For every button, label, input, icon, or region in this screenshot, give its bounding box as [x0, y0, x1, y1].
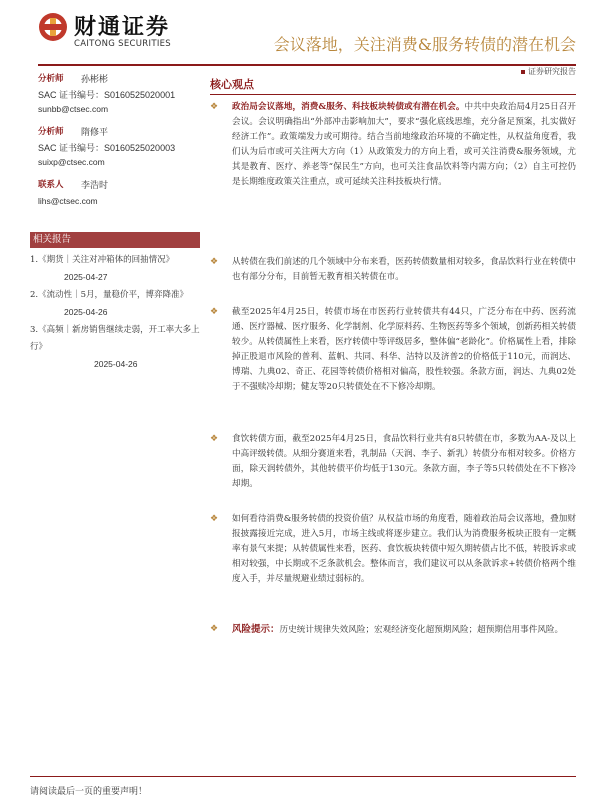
analyst-role: 分析师: [38, 127, 64, 137]
footer-divider: [30, 776, 576, 777]
paragraph-text: 从转债在我们前述的几个领域中分布来看，医药转债数量相对较多，食品饮料行业在转债中也有部分分布，目前暂无教育相关转债在市。: [232, 257, 576, 282]
diamond-bullet-icon: ❖: [210, 624, 219, 634]
diamond-bullet-icon: ❖: [210, 434, 219, 444]
header-divider: [38, 64, 576, 66]
logo-english-name: CAITONG SECURITIES: [74, 39, 171, 49]
related-report-date: 2025-04-26: [64, 307, 108, 317]
analyst-email[interactable]: sunbb@ctsec.com: [38, 104, 109, 114]
report-type-text: 证券研究报告: [528, 67, 576, 76]
analyst-entry: [38, 72, 200, 114]
contact-email[interactable]: lihs@ctsec.com: [38, 196, 98, 206]
caitong-logo-icon: [38, 12, 68, 42]
square-bullet-icon: [521, 70, 525, 74]
core-views-divider: [210, 94, 576, 95]
diamond-bullet-icon: ❖: [210, 514, 219, 524]
core-paragraph: [212, 432, 576, 492]
footer-disclaimer: 请阅读最后一页的重要声明！: [30, 787, 148, 797]
core-views-section: [210, 76, 576, 92]
risk-label: 风险提示：: [232, 624, 280, 635]
analyst-entry: [38, 125, 200, 167]
related-report-title: 1.《期货｜关注对冲箱体的回抽情况》: [30, 255, 175, 265]
contact-entry: [38, 178, 200, 206]
paragraph-text: 中共中央政治局4月25日召开会议。会议明确指出“外部冲击影响加大”，要求“强化底线思维，充分备足预案，扎实做好经济工作”。政策端发力或可期待。结合当前地缘政治环境的不确定性，从权益角度看，我们认为后市或可关注两大方向（1）从政策发力的方向上看，或可关注消费&服务领域，尤其是教育、医疗、养老等“保民生”方向，也可关注食品饮料等内需方向；（2）自主可控仍是长期维度政策关注重点，或可延续关注科技板块行情。: [232, 102, 577, 187]
logo-chinese-name: 财通证券: [74, 15, 171, 40]
core-paragraph: [212, 305, 576, 395]
contact-name: 李浩时: [81, 181, 109, 191]
related-reports-list: [30, 252, 202, 374]
analyst-name: 隋修平: [81, 128, 109, 138]
analyst-name: 孙彬彬: [81, 75, 109, 85]
core-paragraph: [212, 100, 576, 190]
core-paragraph: [212, 255, 576, 285]
core-paragraph: [212, 512, 576, 587]
paragraph-text: 如何看待消费&服务转债的投资价值？从权益市场的角度看，随着政治局会议落地，叠加财报披露接近完成，进入5月，市场主线或将逐步建立。我们认为消费服务板块正股有一定概率有景气来提；从转债属性来看，医药、食饮板块转债中短久期转债占比不低，转股诉求或相对较强，中长期或不乏条款机会。整体而言，我们建议可以从条款诉求+转债价格两个维度入手，并尽量规避业绩过弱标的。: [232, 514, 576, 584]
paragraph-text: 食饮转债方面，截至2025年4月25日，食品饮料行业共有8只转债在市，多数为AA-及以上中高评级转债。从细分赛道来看，乳制品（天润、李子、新乳）转债分布相对较多。价格方面，除天润转债外，其他转债平价均低于130元。条款方面，李子等5只转债处在不下修冷却期。: [232, 434, 576, 489]
related-report-date: 2025-04-27: [64, 272, 108, 282]
diamond-bullet-icon: ❖: [210, 257, 219, 267]
caitong-logo: [38, 10, 178, 60]
contact-role: 联系人: [38, 180, 64, 190]
related-report-item[interactable]: [30, 252, 202, 287]
related-reports-heading: 相关报告: [30, 232, 200, 248]
related-report-title: 2.《流动性｜5月，量稳价平，博弈降准》: [30, 290, 189, 300]
analyst-email[interactable]: suixp@ctsec.com: [38, 157, 105, 167]
related-report-item[interactable]: [30, 322, 202, 374]
analyst-sac: SAC 证书编号：S0160525020001: [38, 90, 176, 100]
diamond-bullet-icon: ❖: [210, 307, 219, 317]
risk-text: 历史统计规律失效风险；宏观经济变化超预期风险；超预期信用事件风险。: [279, 625, 564, 635]
paragraph-text: 截至2025年4月25日，转债市场在市医药行业转债共有44只，广泛分布在中药、医药流通、医疗器械、医疗服务、化学制剂、化学原料药、生物医药等多个领域，创新药相关转债较少。从转债属性上来看，医疗转债中等评级居多，整体偏“老龄化”。价格属性上看，排除掉正股退市风险的普利、蓝帆、共同、科华、洁特以及济普2的价格低于110元，而润达、博瑞、九典02、奇正、花园等转债价格相对偏高，股性较强。条款方面，润达、九典02处于不强赎冷却期；健友等20只转债处在不下修冷却期。: [232, 307, 576, 392]
diamond-bullet-icon: ❖: [210, 102, 219, 112]
related-report-item[interactable]: [30, 287, 202, 322]
analyst-role: 分析师: [38, 74, 64, 84]
analyst-sac: SAC 证书编号：S0160525020003: [38, 143, 176, 153]
related-report-date: 2025-04-26: [94, 359, 138, 369]
risk-warning: [212, 622, 576, 638]
report-title: 会议落地，关注消费&服务转债的潜在机会: [273, 35, 576, 54]
related-report-title: 3.《高频｜新房销售继续走弱，开工率大多上行》: [30, 325, 200, 352]
report-header: [0, 0, 600, 72]
paragraph-highlight: 政治局会议落地，消费&服务、科技板块转债或有潜在机会。: [232, 102, 465, 112]
core-views-heading: 核心观点: [210, 78, 254, 91]
